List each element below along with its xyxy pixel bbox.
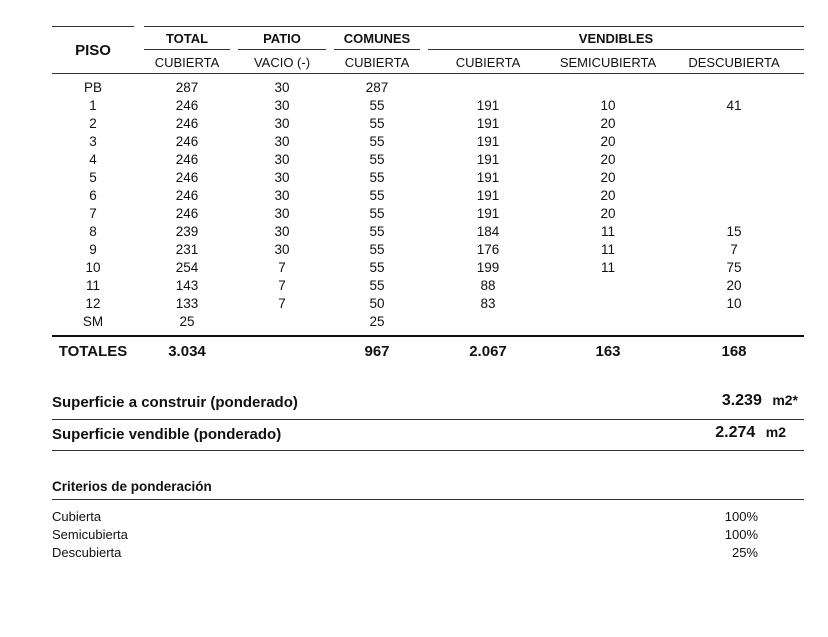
criterio-descubierta-value: 25% [731,545,758,560]
cell-total: 254 [175,260,199,275]
cell-patio: 7 [278,278,286,293]
cell-comunes: 55 [369,134,385,149]
header-patio-sub: VACIO (-) [253,55,311,70]
totals-desc: 168 [721,343,747,360]
totals-semi: 163 [595,343,621,360]
cell-total: 246 [175,188,199,203]
cell-patio: 30 [274,134,290,149]
cell-patio: 30 [274,242,290,257]
header-patio: PATIO [263,31,301,46]
cell-total: 246 [175,170,199,185]
cell-semi: 11 [600,260,615,275]
superficie-vendible-value: 2.274 [715,424,756,441]
cell-semi: 11 [600,224,615,239]
cell-total: 231 [175,242,199,257]
superficie-construir-unit: m2* [772,392,798,408]
totals-label: TOTALES [58,343,128,360]
header-vend-semicubierta: SEMICUBIERTA [559,55,657,70]
cell-patio: 30 [274,116,290,131]
criterios-title: Criterios de ponderación [52,479,212,494]
header-total: TOTAL [165,31,209,46]
criterio-semicubierta-value: 100% [724,527,758,542]
cell-patio: 30 [274,152,290,167]
cell-piso: 11 [85,278,100,293]
cell-comunes: 25 [369,314,385,329]
cell-piso: 6 [89,188,97,203]
totals-comunes: 967 [364,343,390,360]
cell-total: 246 [175,134,199,149]
header-piso: PISO [75,42,111,59]
cell-patio: 7 [278,296,286,311]
cell-comunes: 55 [369,278,385,293]
cell-desc: 10 [726,296,742,311]
cell-piso: 3 [89,134,97,149]
cell-piso: 9 [89,242,97,257]
superficie-vendible-unit: m2 [765,424,786,440]
cell-cubierta: 191 [476,134,500,149]
criterio-cubierta-label: Cubierta [52,509,102,524]
superficie-construir-label: Superficie a construir (ponderado) [52,394,298,411]
cell-total: 246 [175,98,199,113]
cell-patio: 7 [278,260,286,275]
criterio-semicubierta-label: Semicubierta [52,527,128,542]
cell-piso: 7 [89,206,97,221]
cell-cubierta: 191 [476,152,500,167]
cell-semi: 20 [600,152,616,167]
cell-total: 246 [175,152,199,167]
cell-total: 25 [179,314,195,329]
cell-comunes: 50 [369,296,385,311]
cell-semi: 20 [600,134,616,149]
header-vendibles: VENDIBLES [578,31,654,46]
cell-semi: 20 [600,116,616,131]
cell-cubierta: 191 [476,116,500,131]
cell-desc: 75 [726,260,742,275]
cell-piso: 2 [89,116,97,131]
cell-cubierta: 83 [480,296,496,311]
cell-total: 246 [175,206,199,221]
cell-comunes: 55 [369,98,385,113]
superficie-vendible-value-group [715,424,786,442]
cell-comunes: 55 [369,116,385,131]
cell-cubierta: 191 [476,206,500,221]
cell-piso: 12 [85,296,101,311]
cell-comunes: 55 [369,260,385,275]
cell-semi: 10 [600,98,616,113]
cell-patio: 30 [274,170,290,185]
criterio-descubierta-label: Descubierta [52,545,122,560]
cell-piso: 4 [89,152,97,167]
cell-total: 239 [175,224,199,239]
cell-desc: 41 [726,98,742,113]
cell-comunes: 55 [369,170,385,185]
cell-desc: 7 [730,242,738,257]
cell-piso: PB [83,80,102,95]
header-vend-cubierta: CUBIERTA [455,55,521,70]
cell-semi: 20 [600,206,616,221]
cell-piso: 10 [85,260,101,275]
cell-patio: 30 [274,224,290,239]
cell-total: 246 [175,116,199,131]
superficie-construir-value: 3.239 [721,392,762,409]
cell-cubierta: 191 [476,98,500,113]
cell-cubierta: 176 [476,242,500,257]
cell-cubierta: 199 [476,260,500,275]
cell-comunes: 55 [369,188,385,203]
cell-comunes: 55 [369,206,385,221]
cell-comunes: 55 [369,152,385,167]
cell-total: 143 [175,278,199,293]
cell-comunes: 55 [369,224,385,239]
cell-total: 133 [175,296,199,311]
cell-semi: 20 [600,188,616,203]
cell-piso: 1 [89,98,97,113]
cell-comunes: 55 [369,242,385,257]
cell-total: 287 [175,80,199,95]
totals-total: 3.034 [168,343,206,360]
cell-desc: 20 [726,278,742,293]
cell-desc: 15 [726,224,742,239]
cell-comunes: 287 [365,80,389,95]
cell-piso: 5 [89,170,97,185]
cell-cubierta: 88 [480,278,496,293]
header-vend-descubierta: DESCUBIERTA [688,55,780,70]
superficie-vendible-label: Superficie vendible (ponderado) [52,426,282,443]
cell-piso: SM [82,314,104,329]
cell-semi: 11 [600,242,615,257]
cell-patio: 30 [274,206,290,221]
cell-piso: 8 [89,224,97,239]
totals-cubierta: 2.067 [469,343,507,360]
cell-cubierta: 184 [476,224,500,239]
cell-cubierta: 191 [476,170,500,185]
superficie-construir-value-group [722,392,798,410]
header-comunes: COMUNES [343,31,411,46]
cell-patio: 30 [274,80,290,95]
cell-patio: 30 [274,98,290,113]
cell-semi: 20 [600,170,616,185]
cell-cubierta: 191 [476,188,500,203]
header-total-sub: CUBIERTA [154,55,220,70]
criterio-cubierta-value: 100% [724,509,758,524]
cell-patio: 30 [274,188,290,203]
header-comunes-sub: CUBIERTA [344,55,410,70]
